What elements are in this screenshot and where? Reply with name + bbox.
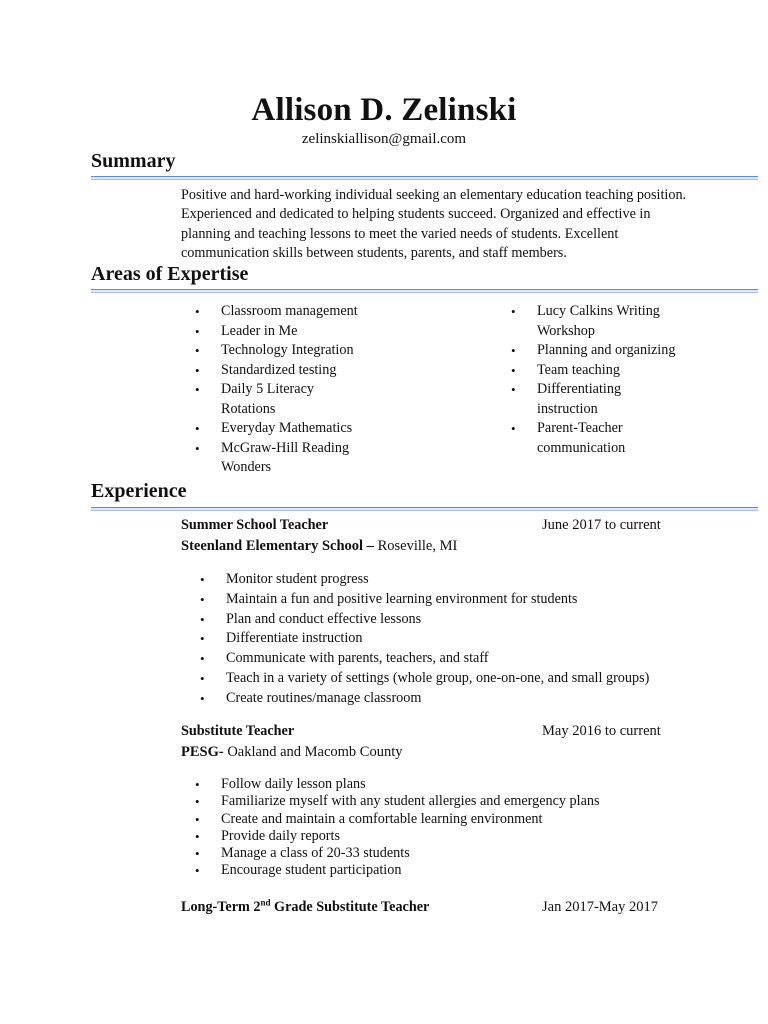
summary-heading: Summary (91, 150, 176, 172)
list-item: • Classroom management (221, 302, 386, 322)
list-item: • Lucy Calkins Writing Workshop (511, 303, 660, 339)
bullet-icon: • (195, 440, 200, 456)
list-item: • Differentiate instruction (226, 629, 696, 649)
bullet-icon: • (195, 382, 200, 397)
bullet-icon: • (195, 304, 200, 319)
list-item: • Monitor student progress (226, 570, 696, 590)
list-item: • Teach in a variety of settings (whole group, one-on-one, and small groups) (226, 669, 696, 689)
list-item: • Maintain a fun and positive learning environment for students (226, 590, 696, 610)
candidate-email: zelinskiallison@gmail.com (301, 131, 467, 147)
bullet-icon: • (195, 794, 200, 810)
summary-divider (91, 176, 758, 180)
expertise-heading: Areas of Expertise (91, 263, 249, 285)
bullet-icon: • (200, 670, 205, 686)
job-organization: Steenland Elementary School – Roseville, MI (181, 538, 458, 554)
bullet-icon: • (195, 863, 200, 879)
list-item: • Create and maintain a comfortable learning environment (195, 810, 543, 827)
bullet-icon: • (511, 362, 516, 378)
bullet-icon: • (200, 651, 205, 667)
list-item: • Communicate with parents, teachers, and staff (226, 649, 696, 669)
list-item: • Planning and organizing (537, 341, 697, 361)
list-item: • Encourage student participation (195, 862, 402, 879)
list-item: • Leader in Me (221, 322, 386, 342)
bullet-icon: • (195, 811, 200, 827)
experience-heading: Experience (91, 480, 187, 502)
list-item: • Technology Integration (221, 341, 386, 361)
job-organization: PESG- Oakland and Macomb County (181, 744, 403, 760)
list-item: • Manage a class of 20-33 students (195, 845, 410, 862)
job-duties-list (200, 570, 696, 709)
bullet-icon: • (511, 304, 516, 319)
list-item: • Follow daily lesson plans (195, 776, 366, 792)
bullet-icon: • (511, 382, 516, 397)
job-duties-list (195, 776, 691, 880)
job-title: Summer School Teacher (181, 517, 329, 533)
expertise-list-right (511, 302, 697, 458)
experience-divider (91, 507, 758, 511)
list-item: • Parent-Teacher communication (511, 420, 626, 456)
list-item: • Familiarize myself with any student allergies and emergency plans (195, 793, 600, 810)
bullet-icon: • (195, 828, 200, 844)
expertise-list-left (195, 302, 386, 478)
list-item: • Plan and conduct effective lessons (226, 610, 696, 630)
job-date: June 2017 to current (542, 517, 661, 533)
list-item: • Everyday Mathematics (221, 419, 386, 439)
job-date: Jan 2017-May 2017 (542, 899, 658, 915)
list-item: • Daily 5 Literacy Rotations (195, 381, 314, 417)
bullet-icon: • (195, 323, 200, 339)
job-title: Substitute Teacher (181, 723, 295, 739)
bullet-icon: • (195, 846, 200, 862)
bullet-icon: • (200, 690, 205, 706)
list-item: • McGraw-Hill Reading Wonders (195, 439, 350, 475)
list-item: • Differentiating instruction (511, 381, 622, 417)
bullet-icon: • (195, 777, 200, 792)
bullet-icon: • (511, 421, 516, 436)
bullet-icon: • (200, 591, 205, 607)
job-date: May 2016 to current (542, 723, 661, 739)
bullet-icon: • (200, 631, 205, 647)
list-item: • Provide daily reports (195, 827, 340, 844)
bullet-icon: • (511, 343, 516, 358)
candidate-name: Allison D. Zelinski (251, 92, 517, 128)
bullet-icon: • (195, 362, 200, 378)
expertise-divider (91, 289, 758, 293)
job-title: Long-Term 2nd Grade Substitute Teacher (181, 897, 430, 915)
list-item: • Team teaching (537, 361, 697, 381)
summary-text: Positive and hard-working individual seeking an elementary education teaching position. Experienced and dedicated to helping students succeed. Organized and effective in planning and teaching lessons to meet the varied needs of students. Excellent communication skills between students, parents, and staff members. (181, 187, 687, 261)
bullet-icon: • (200, 611, 205, 627)
list-item: • Create routines/manage classroom (226, 689, 696, 709)
list-item: • Standardized testing (221, 361, 386, 381)
bullet-icon: • (200, 572, 205, 587)
bullet-icon: • (195, 343, 200, 358)
bullet-icon: • (195, 421, 200, 436)
